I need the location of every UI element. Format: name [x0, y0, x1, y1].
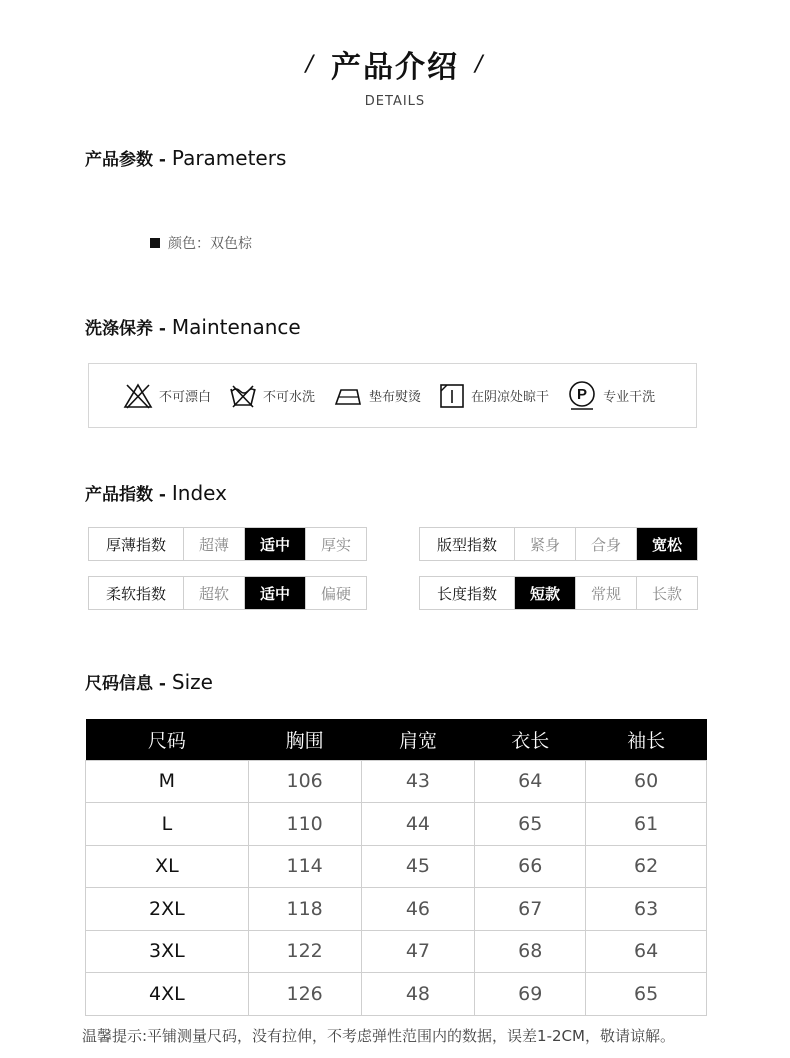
index-heading: [85, 480, 227, 505]
maintenance-heading-cn: 洗涤保养 -: [85, 319, 172, 339]
index-option: 常规: [575, 577, 636, 609]
color-parameter-text: 颜色：双色棕: [168, 236, 252, 252]
title-slash-left: /: [305, 51, 315, 77]
index-row-fit: [419, 527, 698, 561]
page-subtitle: DETAILS: [364, 94, 426, 109]
table-cell: 64: [586, 930, 707, 973]
table-cell: 114: [248, 845, 361, 888]
table-cell: M: [86, 760, 249, 803]
table-row: [86, 888, 707, 931]
page-header: [0, 42, 790, 109]
index-option: 长款: [636, 577, 697, 609]
index-row-label: 柔软指数: [105, 584, 166, 603]
table-cell: 65: [475, 803, 586, 846]
table-cell: 67: [475, 888, 586, 931]
table-cell: 2XL: [86, 888, 249, 931]
table-cell: L: [86, 803, 249, 846]
square-bullet-icon: [150, 238, 160, 248]
dry-clean-icon: [567, 380, 597, 412]
no-bleach-icon: [123, 382, 153, 410]
table-cell: 122: [248, 930, 361, 973]
table-cell: 126: [248, 973, 361, 1016]
index-heading-en: Index: [171, 481, 227, 505]
table-cell: 45: [361, 845, 475, 888]
care-item-no-bleach: [123, 382, 211, 410]
parameters-heading-cn: 产品参数 -: [85, 150, 172, 170]
care-label: 在阴凉处晾干: [471, 390, 550, 405]
size-heading-en: Size: [171, 670, 213, 694]
index-option: 超薄: [183, 528, 244, 560]
column-header: 衣长: [475, 719, 586, 760]
parameters-heading: [85, 145, 286, 170]
index-option-selected: 宽松: [636, 528, 697, 560]
column-header: 袖长: [586, 719, 707, 760]
index-option-selected: 适中: [244, 577, 305, 609]
size-heading: [85, 669, 213, 694]
table-cell: 3XL: [86, 930, 249, 973]
table-cell: 106: [248, 760, 361, 803]
title-slash-right: /: [475, 51, 485, 77]
table-row: [86, 845, 707, 888]
size-heading-cn: 尺码信息 -: [85, 674, 172, 694]
index-row-label: 长度指数: [436, 584, 497, 603]
index-row-label: 厚薄指数: [105, 535, 166, 554]
index-heading-cn: 产品指数 -: [85, 485, 172, 505]
table-row: [86, 760, 707, 803]
care-item-no-wash: [229, 383, 315, 409]
index-row-softness: [88, 576, 367, 610]
column-header: 尺码: [86, 719, 249, 760]
table-cell: 46: [361, 888, 475, 931]
table-row: [86, 803, 707, 846]
table-cell: 44: [361, 803, 475, 846]
shade-dry-icon: [439, 383, 465, 409]
page-title: [306, 42, 485, 86]
index-option: 厚实: [305, 528, 366, 560]
care-item-iron-with-cloth: [333, 384, 421, 408]
maintenance-heading: [85, 314, 301, 339]
table-cell: 118: [248, 888, 361, 931]
parameters-heading-en: Parameters: [171, 146, 287, 170]
table-cell: 61: [586, 803, 707, 846]
table-cell: XL: [86, 845, 249, 888]
iron-with-cloth-icon: [333, 384, 363, 408]
care-item-dry-clean: [567, 380, 655, 412]
table-cell: 4XL: [86, 973, 249, 1016]
table-cell: 69: [475, 973, 586, 1016]
index-row-thickness: [88, 527, 367, 561]
table-cell: 62: [586, 845, 707, 888]
table-cell: 65: [586, 973, 707, 1016]
index-option: 偏硬: [305, 577, 366, 609]
index-option-selected: 适中: [244, 528, 305, 560]
size-table: [85, 719, 707, 1016]
table-cell: 68: [475, 930, 586, 973]
table-cell: 64: [475, 760, 586, 803]
column-header: 肩宽: [361, 719, 475, 760]
table-cell: 110: [248, 803, 361, 846]
care-label: 垫布熨烫: [369, 390, 422, 405]
svg-text:P: P: [577, 385, 588, 403]
table-row: [86, 973, 707, 1016]
table-cell: 60: [586, 760, 707, 803]
index-option-selected: 短款: [514, 577, 575, 609]
table-cell: 66: [475, 845, 586, 888]
table-cell: 48: [361, 973, 475, 1016]
table-cell: 47: [361, 930, 475, 973]
size-table-header: [86, 719, 707, 760]
index-row-label: 版型指数: [436, 535, 497, 554]
index-option: 合身: [575, 528, 636, 560]
care-label: 不可水洗: [263, 390, 316, 405]
maintenance-heading-en: Maintenance: [171, 315, 301, 339]
care-instructions: [88, 363, 697, 428]
table-cell: 63: [586, 888, 707, 931]
column-header: 胸围: [248, 719, 361, 760]
table-row: [86, 930, 707, 973]
care-item-shade-dry: [439, 383, 549, 409]
size-note: 温馨提示:平铺测量尺码，没有拉伸，不考虑弹性范围内的数据，误差1-2CM，敬请谅解。: [82, 1027, 675, 1045]
care-label: 专业干洗: [603, 390, 656, 405]
care-label: 不可漂白: [159, 390, 212, 405]
index-row-length: [419, 576, 698, 610]
index-option: 紧身: [514, 528, 575, 560]
no-wash-icon: [229, 383, 257, 409]
index-option: 超软: [183, 577, 244, 609]
table-cell: 43: [361, 760, 475, 803]
title-text: 产品介绍: [331, 50, 459, 85]
color-parameter: [150, 233, 252, 253]
